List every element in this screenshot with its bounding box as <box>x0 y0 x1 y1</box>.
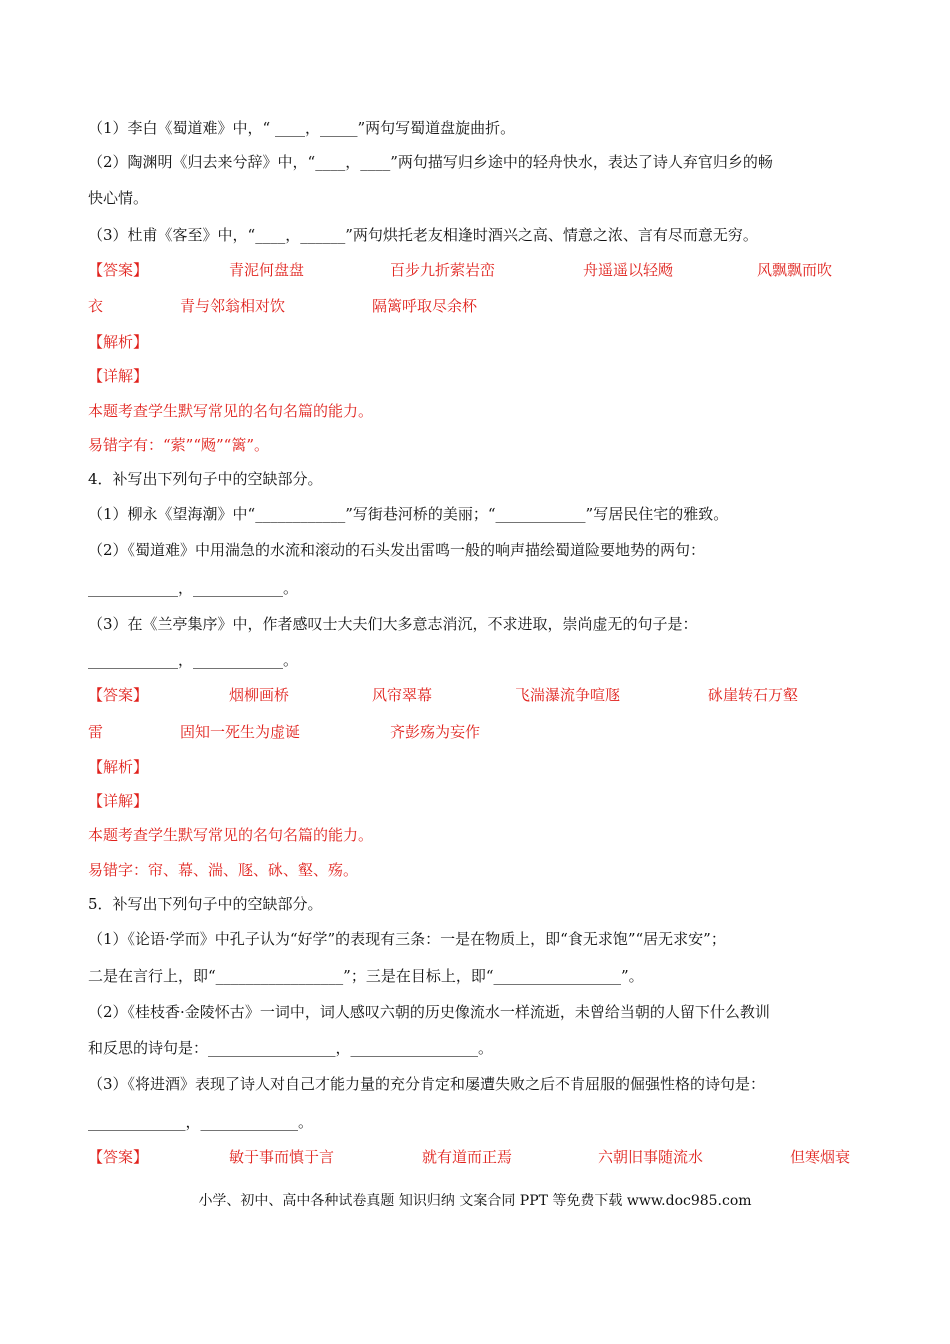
q3-answer-label: 【答案】 <box>88 261 149 279</box>
q3-answer-4: 风飘飘而吹 <box>757 261 833 279</box>
q4-answer-4: 砯崖转石万壑 <box>708 686 799 704</box>
q4-detail-label: 【详解】 <box>88 792 149 810</box>
q5-sentence-2-cont: 和反思的诗句是：_________________，_________________。 <box>88 1039 494 1057</box>
q3-answer-4-cont: 衣 <box>88 297 104 315</box>
q4-sentence-3-blanks: ____________，____________。 <box>88 651 299 669</box>
q3-answer-2: 百步九折萦岩峦 <box>390 261 496 279</box>
q5-answer-1: 敏于事而慎于言 <box>229 1148 335 1166</box>
q3-answer-3: 舟遥遥以轻飏 <box>583 261 674 279</box>
q3-answer-1: 青泥何盘盘 <box>229 261 305 279</box>
q5-answer-label: 【答案】 <box>88 1148 149 1166</box>
q5-sentence-1-cont: 二是在言行上，即“_________________”；三是在目标上，即“_________________”。 <box>88 967 644 985</box>
q4-sentence-1: （1）柳永《望海潮》中“____________”写街巷河桥的美丽；“____________”写居民住宅的雅致。 <box>88 505 729 523</box>
q4-detail-1: 本题考查学生默写常见的名句名篇的能力。 <box>88 826 374 844</box>
q3-detail-2: 易错字有：“萦”“飏”“篱”。 <box>88 436 270 454</box>
q5-answer-4: 但寒烟衰 <box>790 1148 851 1166</box>
q5-sentence-1: （1）《论语·学而》中孔子认为“好学”的表现有三条：一是在物质上，即“食无求饱”“居无求安”； <box>88 930 726 948</box>
q4-title: 4．补写出下列句子中的空缺部分。 <box>88 470 323 488</box>
page-footer: 小学、初中、高中各种试卷真题 知识归纳 文案合同 PPT 等免费下载 www.doc985.com <box>198 1193 752 1209</box>
q5-answer-3: 六朝旧事随流水 <box>598 1148 704 1166</box>
q3-sentence-1: （1）李白《蜀道难》中，“ ____，_____”两句写蜀道盘旋曲折。 <box>88 119 516 137</box>
q5-sentence-3-blanks: _____________，_____________。 <box>88 1113 314 1131</box>
q3-detail-1: 本题考查学生默写常见的名句名篇的能力。 <box>88 402 374 420</box>
q4-answer-3: 飞湍瀑流争喧豗 <box>515 686 621 704</box>
q4-answer-label: 【答案】 <box>88 686 149 704</box>
q4-answer-4-cont: 雷 <box>88 723 104 741</box>
q4-sentence-2-blanks: ____________，____________。 <box>88 579 299 597</box>
q3-sentence-2: （2）陶渊明《归去来兮辞》中，“____，____”两句描写归乡途中的轻舟快水，表达了诗人弃官归乡的畅 <box>88 153 773 171</box>
q4-answer-1: 烟柳画桥 <box>229 686 290 704</box>
q5-sentence-2: （2）《桂枝香·金陵怀古》一词中，词人感叹六朝的历史像流水一样流逝，未曾给当朝的人留下什么教训 <box>88 1003 770 1021</box>
q3-answer-6: 隔篱呼取尽余杯 <box>372 297 478 315</box>
q3-detail-label: 【详解】 <box>88 367 149 385</box>
q5-answer-2: 就有道而正焉 <box>422 1148 513 1166</box>
q4-sentence-2: （2）《蜀道难》中用湍急的水流和滚动的石头发出雷鸣一般的响声描绘蜀道险要地势的两句： <box>88 541 706 559</box>
q4-detail-2: 易错字：帘、幕、湍、豗、砯、壑、殇。 <box>88 861 359 879</box>
q3-answer-5: 青与邻翁相对饮 <box>180 297 286 315</box>
q4-analysis-label: 【解析】 <box>88 758 149 776</box>
q4-sentence-3: （3）在《兰亭集序》中，作者感叹士大夫们大多意志消沉，不求进取，崇尚虚无的句子是： <box>88 615 698 633</box>
q5-title: 5．补写出下列句子中的空缺部分。 <box>88 895 323 913</box>
q5-sentence-3: （3）《将进酒》表现了诗人对自己才能力量的充分肯定和屡遭失败之后不肯屈服的倔强性格的诗句是： <box>88 1075 766 1093</box>
q3-analysis-label: 【解析】 <box>88 333 149 351</box>
q4-answer-6: 齐彭殇为妄作 <box>390 723 481 741</box>
q4-answer-2: 风帘翠幕 <box>372 686 433 704</box>
q3-sentence-3: （3）杜甫《客至》中，“____，______”两句烘托老友相逢时酒兴之高、情意之浓、言有尽而意无穷。 <box>88 226 758 244</box>
q4-answer-5: 固知一死生为虚诞 <box>180 723 301 741</box>
q3-sentence-2-cont: 快心情。 <box>88 189 149 207</box>
